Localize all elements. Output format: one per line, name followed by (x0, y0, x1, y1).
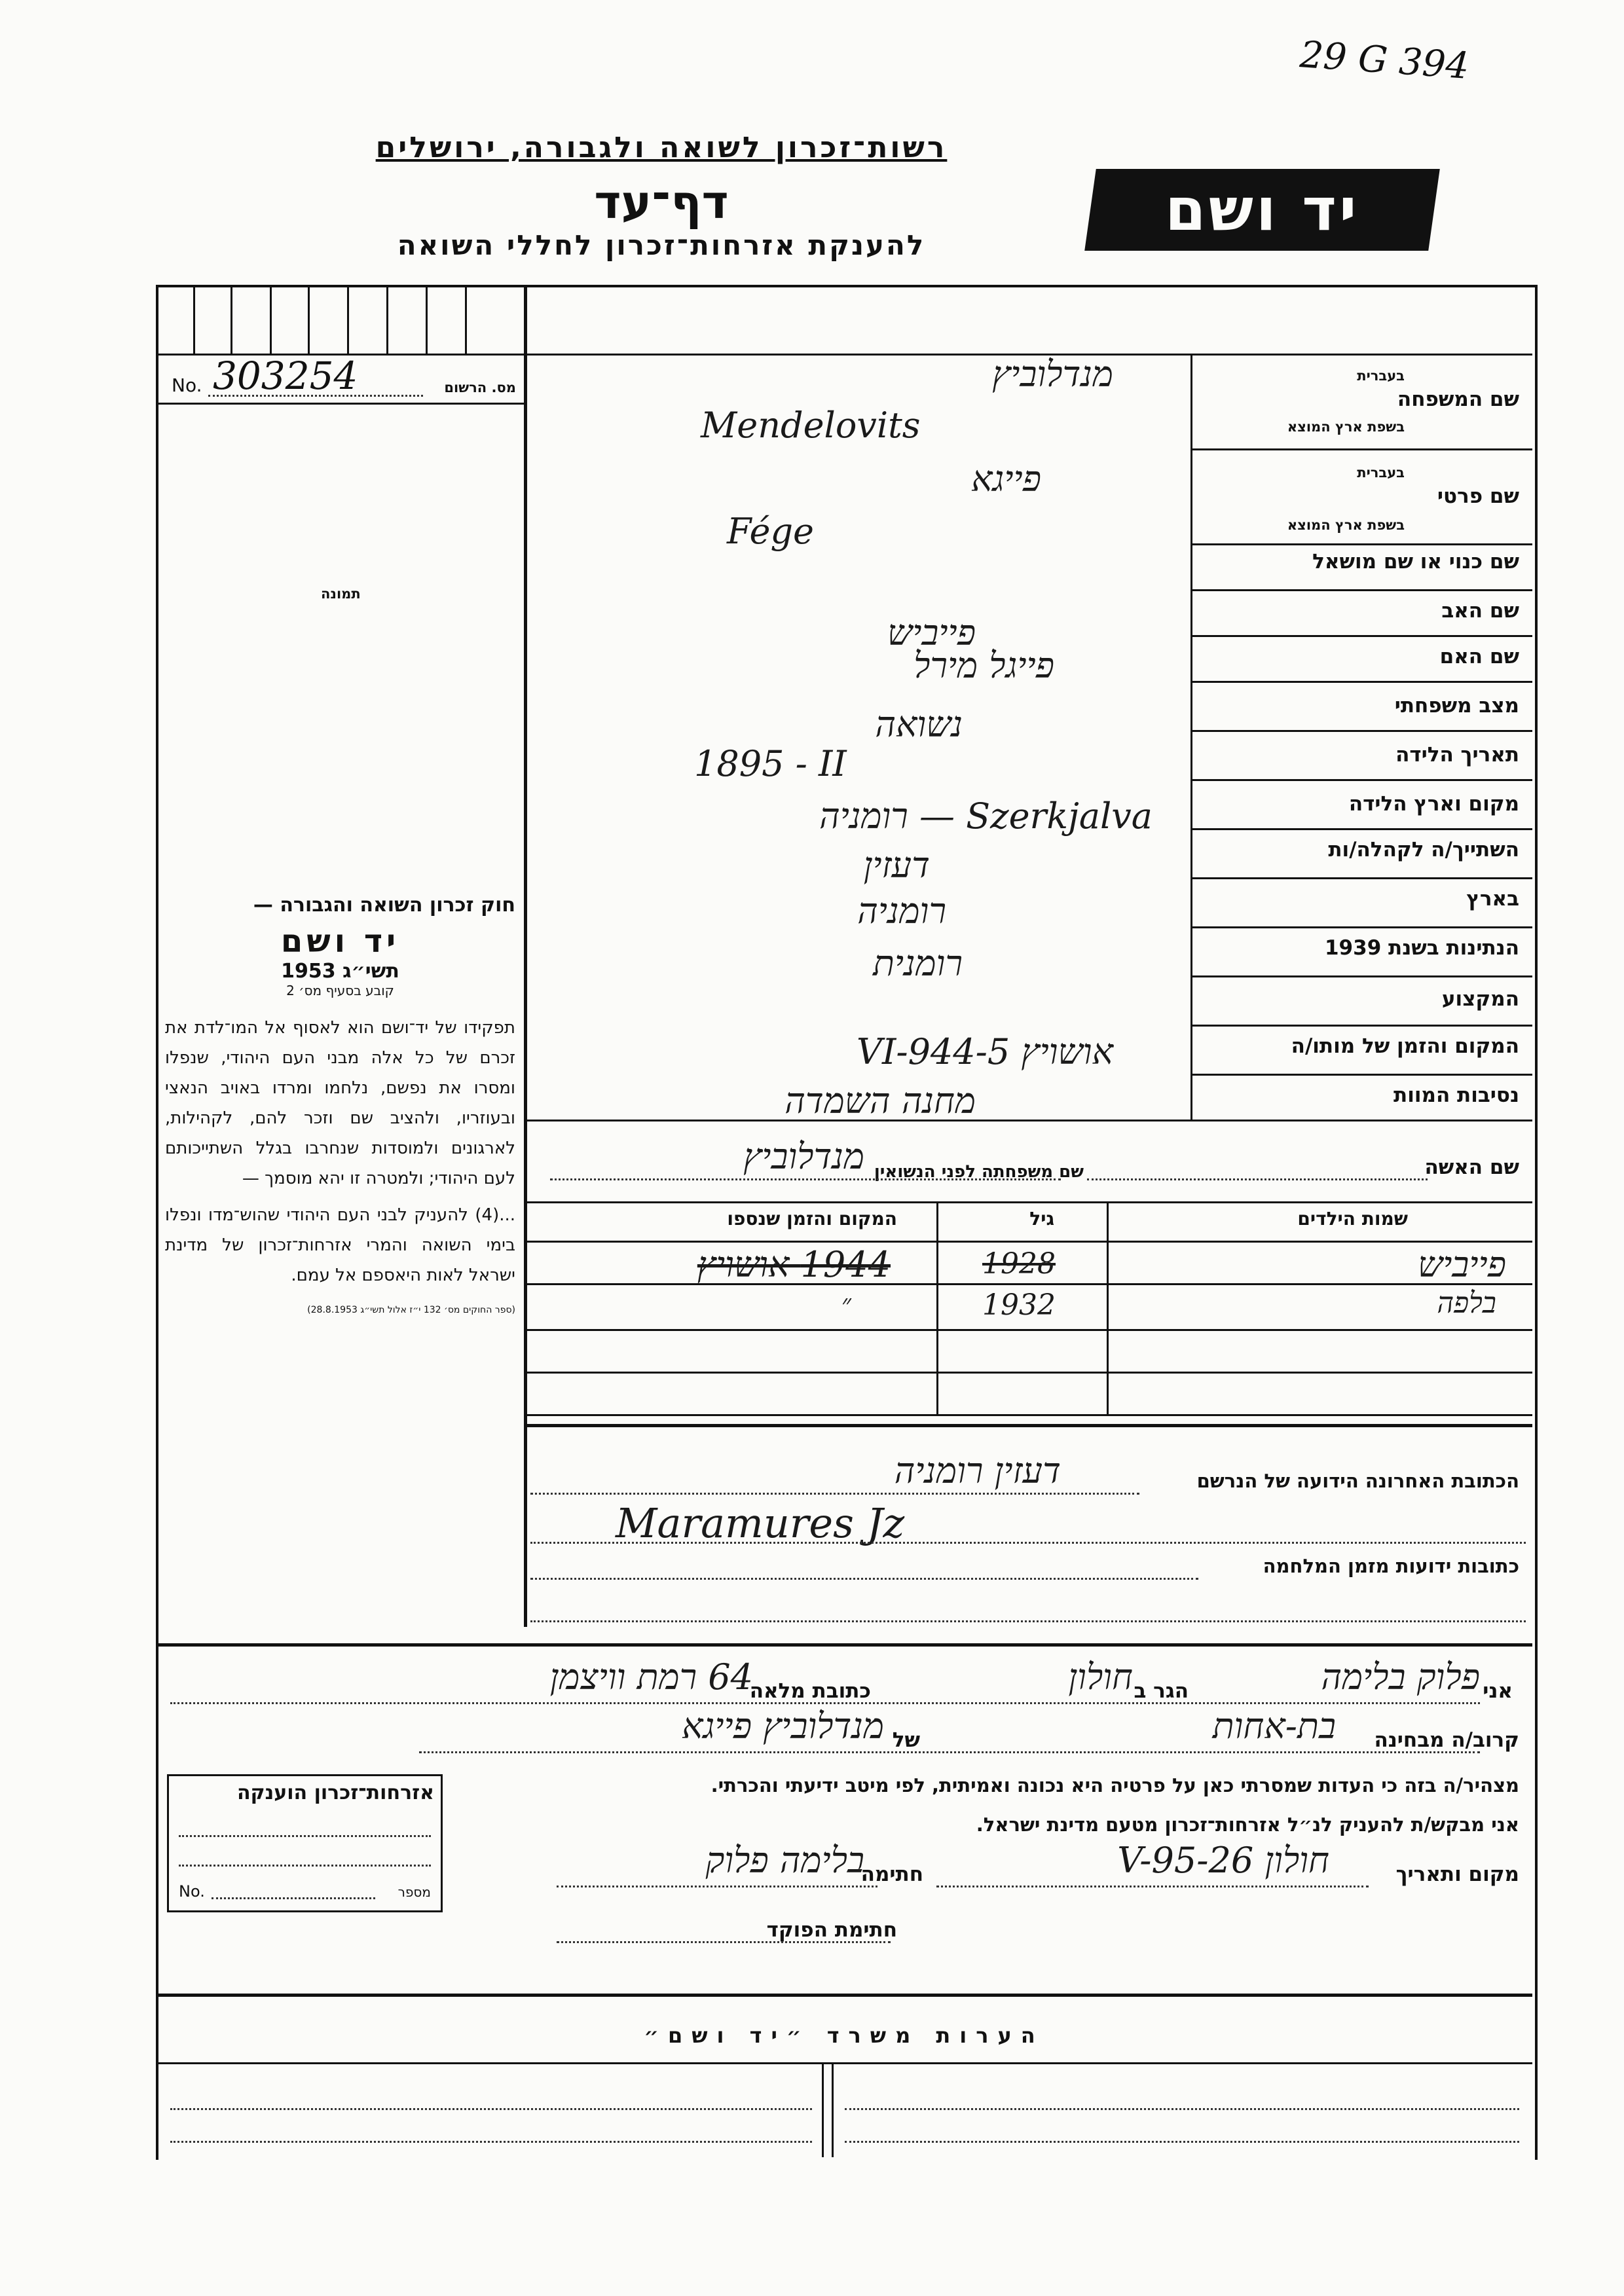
mother-value: פייגל מירל (913, 645, 1054, 686)
declarant-name: פלוק בלימה (1321, 1656, 1480, 1698)
death-place-value: אושויץ 5-VI-944 (857, 1031, 1113, 1072)
officer-signature-label: חתימת הפוקד (766, 1918, 897, 1942)
declarant-full-address: 64 רמת וויצמן (549, 1656, 753, 1698)
spouse-maiden-label: שם משפחתה לפני הנשואין (874, 1162, 1084, 1182)
community-value: דעזין (863, 845, 930, 886)
family-name-label: שם המשפחה (1397, 388, 1519, 411)
award-box-num-label: מספר (397, 1884, 431, 1900)
place-date-label: מקום ותאריך (1395, 1863, 1519, 1886)
award-box (167, 1774, 443, 1912)
yad-vashem-logo (1084, 169, 1440, 251)
spouse-label: שם האשה (1424, 1156, 1519, 1179)
declarant-of-name: מנדלוביץ פייגא (682, 1705, 884, 1747)
death-place-label: המקום והזמן של מותו/ה (1291, 1034, 1519, 1058)
nickname-label: שם כנוי או שם מושאל (1312, 550, 1519, 574)
first-name-origin-label: בשפת ארץ המוצא (1287, 517, 1405, 533)
last-address-origin-value: Maramures Jz (616, 1499, 905, 1547)
form-subtitle: להענקת אזרחות־זכרון לחללי השואה (397, 229, 926, 261)
country-value: רומניה (857, 890, 946, 932)
signature-label: חתימה (860, 1863, 923, 1886)
family-name-hebrew-value: מנדלוביץ (992, 354, 1113, 395)
citizenship-request: אני מבקש/ת להעניק לנ״ל אזרחות־זכרון מטעם מדינת ישראל. (976, 1813, 1519, 1836)
declarant-relation-label: קרוב/ה מבחינה (1374, 1728, 1519, 1752)
citizenship-value: רומנית (872, 943, 963, 984)
declarant-full-address-label: כתובת מלאה (749, 1679, 871, 1703)
family-name-origin-label: בשפת ארץ המוצא (1287, 419, 1405, 435)
archive-number: 29 G 394 (1299, 33, 1471, 88)
registration-label: מס. הרשום (444, 380, 516, 395)
child-2-place: ״ (841, 1289, 851, 1319)
award-box-title: אזרחות־זכרון הוענקה (236, 1781, 434, 1804)
law-title: חוק זכרון השואה והגבורה — (253, 894, 515, 917)
last-address-value: דעזין רומניה (894, 1450, 1061, 1491)
declarant-i-label: אני (1483, 1679, 1513, 1703)
family-name-hebrew-label: בעברית (1357, 368, 1405, 384)
declarant-of-label: של (892, 1728, 920, 1752)
declarant-city: חולון (1068, 1656, 1133, 1698)
death-circumstances-value: מחנה השמדה (784, 1080, 976, 1121)
logo-text: יד ושם (1165, 175, 1359, 244)
first-name-origin-value: Fége (727, 511, 814, 552)
birth-date-label: תאריך הלידה (1395, 743, 1519, 767)
citizenship-label: הנתינות בשנת 1939 (1324, 936, 1519, 960)
spouse-value: מנדלוביץ (743, 1136, 864, 1177)
death-circumstances-label: נסיבות המוות (1393, 1084, 1519, 1107)
marital-value: נשואה (875, 704, 963, 745)
law-clause: קובע בסעיף מס׳ 2 (286, 983, 394, 998)
first-name-hebrew-value: פייגא (971, 458, 1041, 500)
declaration-statement: מצהיר/ה בזה כי העדות שמסרתי כאן על פרטיה היא נכונה ואמיתית, לפי מיטב ידיעתי והכרתי. (710, 1774, 1519, 1796)
profession-label: המקצוע (1441, 987, 1519, 1011)
father-value: פייביש (887, 612, 976, 653)
law-name: יד ושם (280, 923, 400, 960)
authority-name: רשות־זכרון לשואה ולגבורה, ירושלים (375, 131, 948, 164)
law-paragraph-1: תפקידו של יד־ושם הוא לאסוף אל המו־לדת את זכרם של כל אלה מבני העם היהודי, שנפלו ומסרו את נפשם, נלחמו ומרדו באויב הנאצי ובעוזריו, ולהציב שם וזכר להם, לקהילות, לארגונים ולמוסדות שנחרבו בגלל השתייכותם לעם היהודי; ולמטרה זו יהא מוסמך — (165, 1018, 515, 1188)
children-age-header: גיל (1029, 1208, 1054, 1230)
first-name-hebrew-label: בעברית (1357, 465, 1405, 481)
community-label: השתייך/ה לקהלה/ות (1328, 838, 1519, 862)
child-2-age: 1932 (982, 1288, 1056, 1322)
declarant-resident-label: הגר ב (1134, 1679, 1189, 1703)
birth-place-label: מקום וארץ הלידה (1348, 792, 1519, 816)
family-name-origin-value: Mendelovits (701, 405, 921, 446)
birth-date-value: 1895 - II (694, 743, 847, 784)
country-label: בארץ (1466, 887, 1519, 911)
law-year: תשי״ג 1953 (281, 960, 399, 983)
birth-place-value: Szerkjalva — רומניה (819, 795, 1153, 837)
child-1-name: פייביש (1417, 1244, 1506, 1285)
law-source: (ספר החוקים מס׳ 132 י״ז אלול תשי״ג 28.8.1953) (307, 1305, 515, 1315)
child-2-name: בלפה (1437, 1286, 1496, 1320)
father-label: שם האב (1441, 599, 1519, 623)
registration-number: 303254 (213, 354, 358, 398)
children-name-header: שמות הילדים (1297, 1208, 1408, 1230)
form-title: דף־עד (594, 175, 729, 229)
mother-label: שם האם (1439, 645, 1519, 668)
law-text (165, 894, 515, 1315)
photo-label: תמונה (321, 586, 361, 602)
wartime-address-label: כתובות ידועות מזמן המלחמה (1263, 1555, 1519, 1577)
law-paragraph-2: ...(4) להעניק לבני העם היהודי שהוש־מדו ונפלו בימי השואה והמרי אזרחות־זכרון של מדינת ישראל לאות היאספם אל עמם. (165, 1205, 515, 1285)
first-name-label: שם פרטי (1437, 484, 1519, 508)
place-date-value: חולון 26-V-95 (1117, 1840, 1329, 1881)
registration-no-label: No. (172, 374, 202, 396)
declarant-relation: בת-אחות (1212, 1705, 1336, 1747)
last-address-label: הכתובת האחרונה הידועה של הנרשם (1196, 1470, 1519, 1492)
children-place-header: המקום והזמן שנספו (727, 1208, 897, 1230)
award-box-no-label: No. (179, 1882, 205, 1901)
child-1-age: 1928 (982, 1247, 1056, 1281)
signature-value: בלימה פלוק (705, 1840, 864, 1881)
office-remarks-title: הערות משרד ״יד ושם״ (644, 2023, 1044, 2048)
child-1-place: 1944 אושויץ (697, 1244, 891, 1285)
marital-status-label: מצב משפחתי (1394, 694, 1519, 718)
